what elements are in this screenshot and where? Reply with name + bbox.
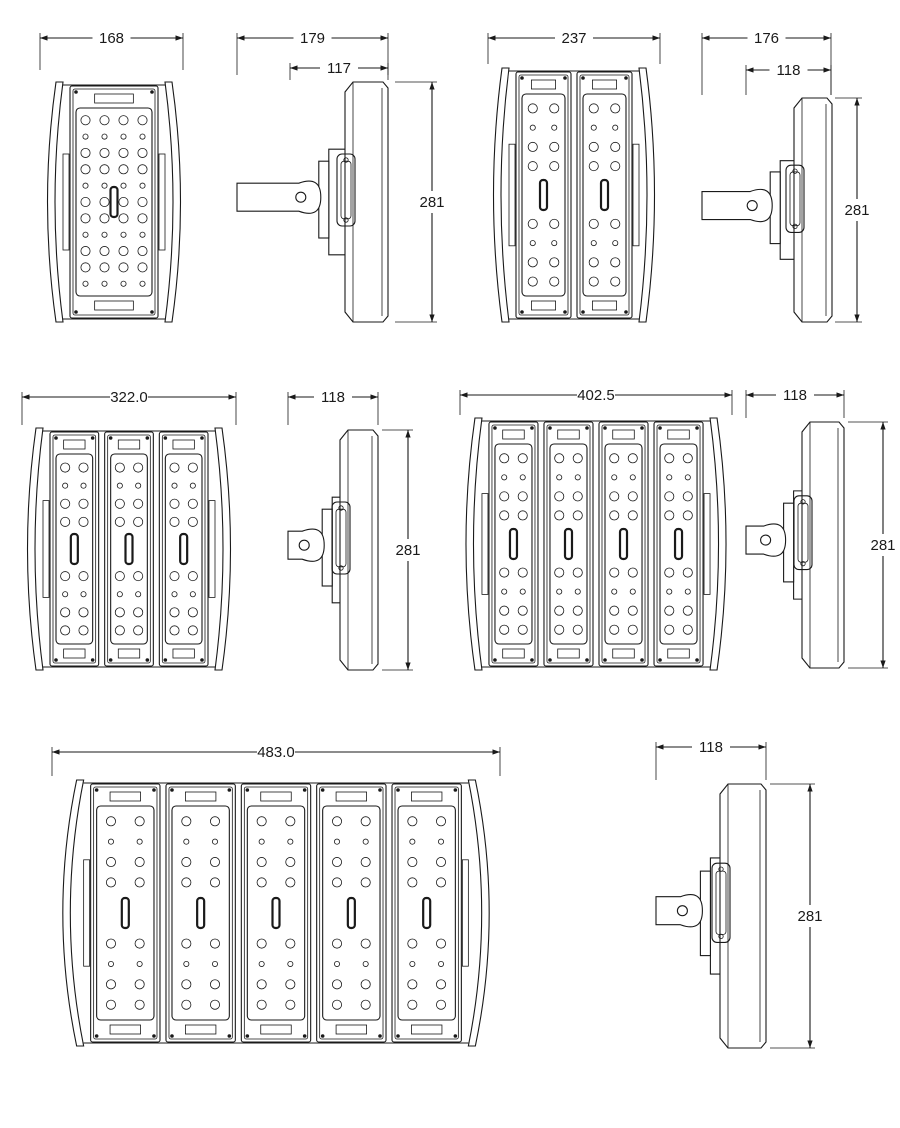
led-module <box>166 784 235 1042</box>
dimension-label-b_side_body: 118 <box>776 62 801 79</box>
led-module <box>91 784 160 1042</box>
led-module <box>516 72 571 318</box>
led-module <box>317 784 386 1042</box>
side-view-1-module <box>237 82 388 322</box>
led-module <box>241 784 310 1042</box>
dimension-label-b_side_height: 281 <box>844 202 870 219</box>
front-view-1-module <box>48 82 181 322</box>
front-view-5-module <box>63 780 489 1046</box>
led-module <box>50 432 99 666</box>
dimension-label-d_side_body: 118 <box>783 387 807 404</box>
led-module <box>70 86 158 318</box>
led-module <box>392 784 461 1042</box>
dimension-label-c_front_width: 322.0 <box>110 389 148 406</box>
dimension-label-d_side_height: 281 <box>870 537 896 554</box>
dimension-label-a_side_body: 117 <box>327 60 351 77</box>
side-view-3-module <box>288 430 378 670</box>
led-module <box>577 72 632 318</box>
side-view-5-module <box>656 784 766 1048</box>
front-view-3-module <box>28 428 231 670</box>
dimension-label-e_side_body: 118 <box>699 739 723 756</box>
dimension-label-a_side_height: 281 <box>419 194 445 211</box>
dimension-label-b_side_depth: 176 <box>753 30 780 47</box>
dimension-label-c_side_body: 118 <box>321 389 345 406</box>
dimension-label-c_side_height: 281 <box>395 542 421 559</box>
led-module <box>159 432 208 666</box>
led-module <box>544 422 593 666</box>
side-view-4-module <box>746 422 844 668</box>
dimension-label-d_front_width: 402.5 <box>577 387 615 404</box>
dimension-label-b_front_width: 237 <box>561 30 587 47</box>
led-module <box>599 422 648 666</box>
led-module <box>489 422 538 666</box>
front-view-2-module <box>494 68 655 322</box>
led-module <box>654 422 703 666</box>
side-view-2-module <box>702 98 832 322</box>
dimension-label-e_side_height: 281 <box>797 908 823 925</box>
led-module <box>105 432 154 666</box>
dimension-label-a_front_width: 168 <box>98 30 125 47</box>
dimension-label-e_front_width: 483.0 <box>257 744 295 761</box>
front-view-4-module <box>466 418 726 670</box>
dimension-label-a_side_depth: 179 <box>299 30 326 47</box>
